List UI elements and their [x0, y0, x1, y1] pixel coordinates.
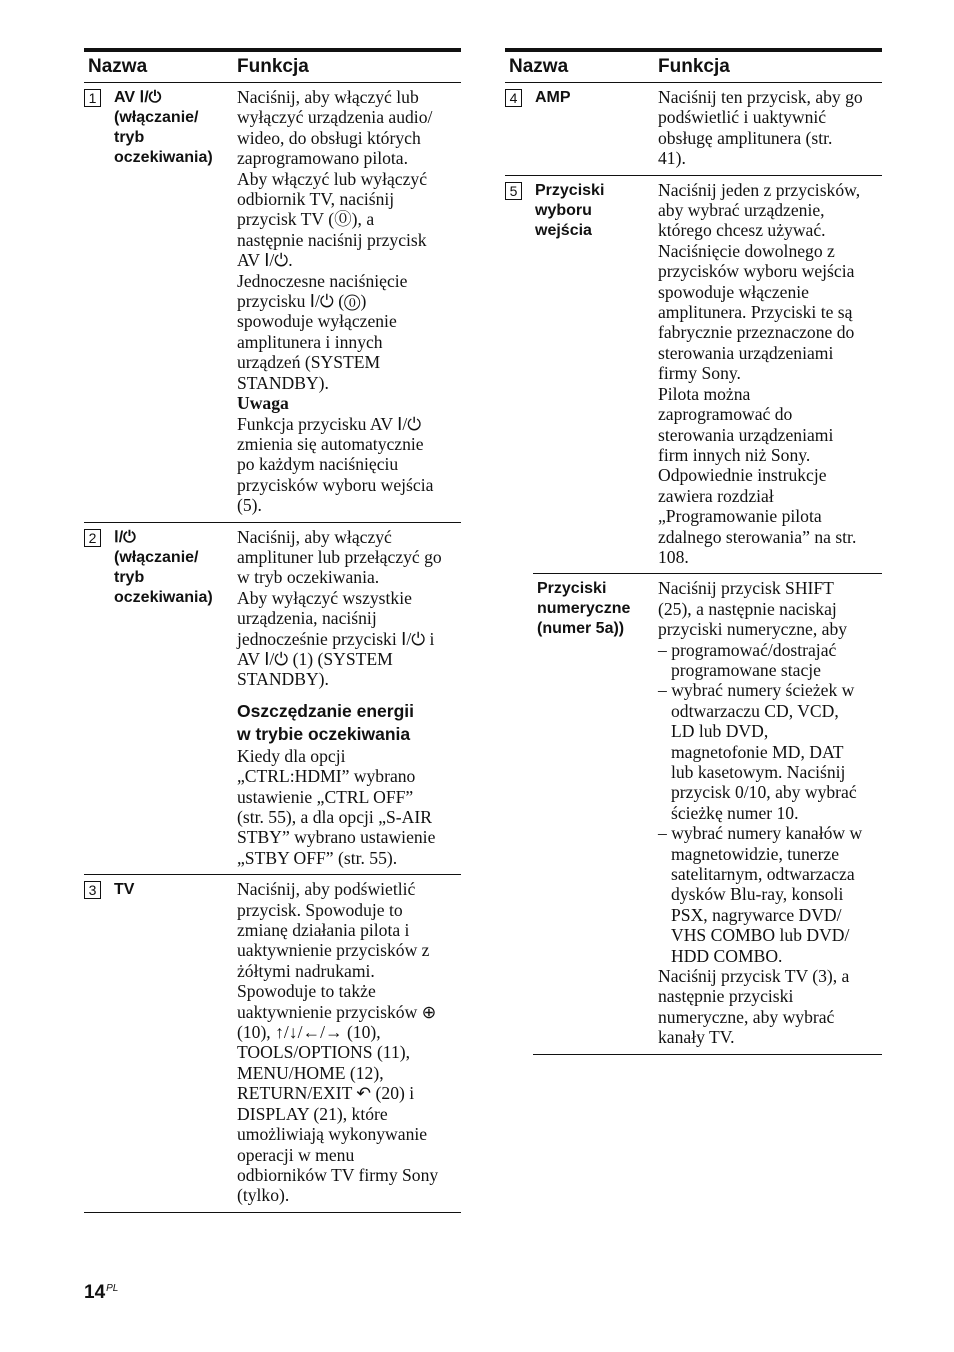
item-name: Ⅰ/⏻ (włączanie/ tryb oczekiwania) — [114, 528, 213, 606]
item-number: 5 — [505, 182, 522, 200]
name-cell — [84, 528, 234, 608]
header-function: Funkcja — [658, 56, 730, 77]
item-number: 3 — [84, 881, 101, 899]
item-name: Przyciski numeryczne (numer 5a)) — [537, 580, 631, 638]
item-name: Przyciski wyboru wejścia — [535, 181, 605, 239]
page-number — [84, 1282, 118, 1304]
header-name: Nazwa — [509, 56, 569, 77]
right-table — [505, 48, 882, 1055]
header-name: Nazwa — [88, 56, 148, 77]
name-cell — [84, 880, 234, 900]
bullet-item: – programować/dostrajać programowane stacje — [658, 639, 837, 680]
note-text: Funkcja przycisku AV Ⅰ/⏻ zmienia się automatycznie po każdym naciśnięciu przycisków wyboru wejścia (5). — [237, 413, 434, 516]
item-name: AMP — [535, 89, 571, 106]
page-lang: PL — [106, 1282, 119, 1294]
row-amp — [505, 83, 882, 176]
subheading-text: Kiedy dla opcji „CTRL:HDMI” wybrano ustawienie „CTRL OFF” (str. 55), a dla opcji „S-AIR STBY” wybrano ustawienie „STBY OFF” (str. 55). — [237, 745, 436, 868]
item-number: 4 — [505, 89, 522, 107]
item-name: AV Ⅰ/⏻ (włączanie/ tryb oczekiwania) — [114, 89, 213, 166]
item-name: TV — [114, 881, 135, 899]
row-power — [84, 523, 461, 876]
name-cell — [84, 88, 234, 168]
bullet-item: – wybrać numery kanałów w magnetowidzie, tunerze satelitarnym, odtwarzacza dysków Blu-ray, konsoli PSX, nagrywarce DVD/ VHS COMBO lub DVD/ HDD COMBO. — [658, 823, 863, 966]
item-function: Naciśnij ten przycisk, aby go podświetlić i uaktywnić obsługę amplitunera (str. 41). — [658, 87, 863, 169]
left-table-header — [84, 48, 461, 83]
note-title: Uwaga — [237, 393, 289, 414]
name-cell — [537, 579, 687, 639]
item-function: Naciśnij, aby włączyć amplituner lub przełączyć go w tryb oczekiwania. Aby wyłączyć wszystkie urządzenia, naciśnij jednocześnie przyciski Ⅰ/⏻ i AV Ⅰ/⏻ (1) (SYSTEM STANDBY). — [237, 526, 442, 690]
item-function: Naciśnij, aby włączyć lub wyłączyć urządzenia audio/ wideo, do obsługi których zaprogramowano pilota. Aby włączyć lub wyłączyć odbiornik TV, naciśnij przycisk TV (⓪), a następnie naciśnij przycisk AV Ⅰ/⏻. Jednoczesne naciśnięcie przycisku Ⅰ/⏻ (⓪) spowoduje wyłączenie amplitunera i innych urządzeń (SYSTEM STANDBY). — [237, 87, 433, 393]
item-function-outro: Naciśnij przycisk TV (3), a następnie przyciski numeryczne, aby wybrać kanały TV. — [658, 966, 850, 1048]
page-number-value: 14 — [84, 1282, 106, 1303]
right-table-header — [505, 48, 882, 83]
item-function: Naciśnij jeden z przycisków, aby wybrać urządzenie, którego chcesz używać. Naciśnięcie dowolnego z przycisków wyboru wejścia spowoduje włączenie amplitunera. Przyciski te są fabrycznie przeznaczone do sterowania urządzeniami firmy Sony. Pilota można zaprogramować do sterowania urządzeniami firm innych niż Sony. Odpowiednie instrukcje zawiera rozdział „Programowanie pilota zdalnego sterowania” na str. 108. — [658, 179, 861, 567]
row-input-select — [505, 176, 882, 574]
left-table — [84, 48, 461, 1213]
header-function: Funkcja — [237, 56, 309, 77]
name-cell — [505, 181, 655, 241]
item-function-intro: Naciśnij przycisk SHIFT (25), a następnie naciskaj przyciski numeryczne, aby — [658, 578, 848, 640]
item-function: Naciśnij, aby podświetlić przycisk. Spowoduje to zmianę działania pilota i uaktywnienie przycisków z żółtymi nadrukami. Spowoduje to także uaktywnienie przycisków ⊕ (10), ↑/↓/←/→ (10), TOOLS/OPTIONS (11), MENU/HOME (12), RETURN/EXIT ↶ (20) i DISPLAY (21), które umożliwiają wykonywanie operacji w menu odbiorników TV firmy Sony (tylko). — [237, 879, 439, 1206]
subheading: Oszczędzanie energii w trybie oczekiwania — [237, 700, 415, 744]
row-av-power — [84, 83, 461, 523]
bullet-item: – wybrać numery ścieżek w odtwarzaczu CD, VCD, LD lub DVD, magnetofonie MD, DAT lub kasetowym. Naciśnij przycisk 0/10, aby wybrać ścieżkę numer 10. — [658, 680, 857, 823]
item-number: 2 — [84, 529, 101, 547]
row-numeric — [533, 574, 882, 1054]
row-tv — [84, 875, 461, 1213]
item-number: 1 — [84, 89, 101, 107]
name-cell — [505, 88, 655, 108]
